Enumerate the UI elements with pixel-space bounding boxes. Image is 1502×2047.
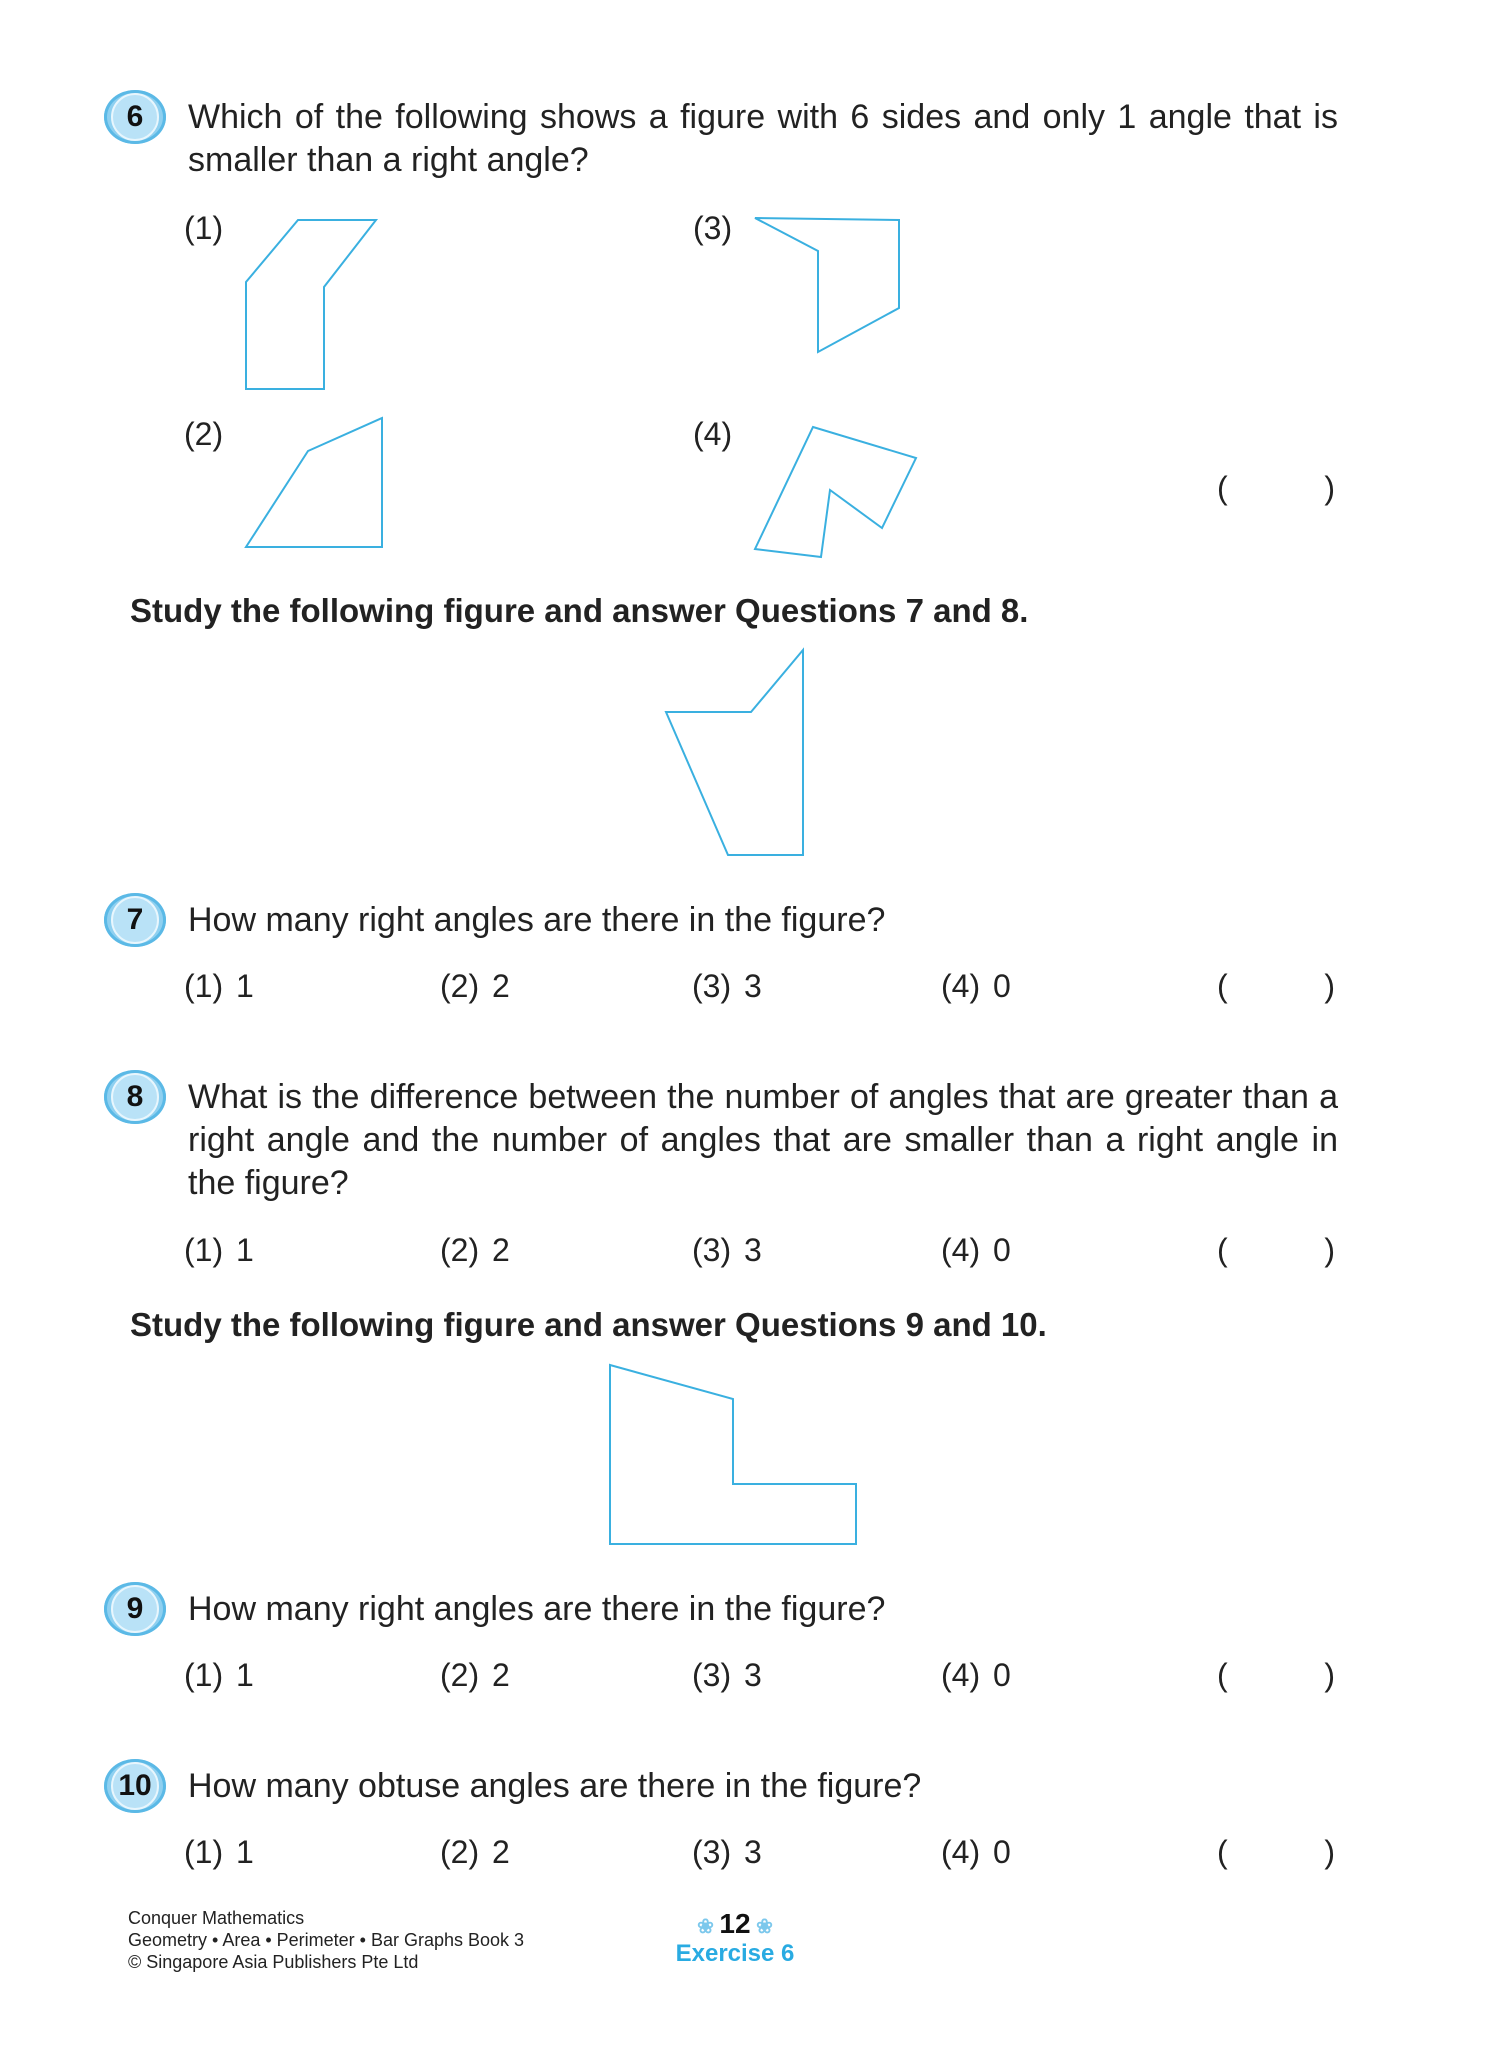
- option-value: 3: [744, 968, 762, 1004]
- question-number-badge: 7: [104, 893, 166, 947]
- option-2[interactable]: [440, 1232, 510, 1269]
- option-2[interactable]: [440, 968, 510, 1005]
- option-label: (1): [184, 1232, 224, 1268]
- option-value: 0: [993, 1232, 1011, 1268]
- option-value: 2: [492, 1834, 510, 1870]
- option-label: (2): [440, 1232, 480, 1268]
- option-2[interactable]: (2): [184, 416, 224, 452]
- figure-q9-10: [610, 1365, 856, 1544]
- option-1[interactable]: [184, 968, 254, 1005]
- option-label: (4): [941, 1834, 981, 1870]
- option-4[interactable]: [941, 1232, 1011, 1269]
- page-footer: [640, 1908, 830, 1968]
- option-value: 3: [744, 1232, 762, 1268]
- option-value: 3: [744, 1834, 762, 1870]
- option-value: 2: [492, 1232, 510, 1268]
- option-value: 0: [993, 1834, 1011, 1870]
- option-label: (2): [440, 1657, 480, 1693]
- option-label: (2): [440, 1834, 480, 1870]
- option-2[interactable]: [440, 1657, 510, 1694]
- page-number: 12: [719, 1908, 751, 1939]
- question-text: What is the difference between the number of angles that are greater than a right angle and the number of angles that are smaller than a right angle in the figure?: [188, 1078, 1338, 1202]
- exercise-label: Exercise 6: [675, 1940, 795, 1967]
- footer-credits: Conquer Mathematics Geometry • Area • Perimeter • Bar Graphs Book 3 © Singapore Asia Publishers Pte Ltd: [128, 1908, 525, 1972]
- option-3[interactable]: [692, 968, 762, 1005]
- option-4[interactable]: [941, 968, 1011, 1005]
- question-text: Which of the following shows a figure with 6 sides and only 1 angle that is smaller than a right angle?: [188, 98, 1338, 179]
- option-value: 0: [993, 968, 1011, 1004]
- section-heading: Study the following figure and answer Questions 7 and 8.: [130, 592, 1029, 629]
- answer-bracket[interactable]: ( ): [1217, 470, 1335, 506]
- option-3[interactable]: [692, 1657, 762, 1694]
- option-4-figure: [755, 427, 916, 557]
- section-heading: Study the following figure and answer Questions 9 and 10.: [130, 1306, 1047, 1343]
- option-label: (3): [692, 968, 732, 1004]
- question-text: How many right angles are there in the figure?: [188, 901, 886, 939]
- option-4[interactable]: [941, 1657, 1011, 1694]
- option-1-figure: [246, 220, 376, 389]
- question-text: How many obtuse angles are there in the figure?: [188, 1767, 922, 1805]
- option-1[interactable]: [184, 1232, 254, 1269]
- option-value: 1: [236, 1232, 254, 1268]
- ornament-icon: ❀: [697, 1916, 720, 1938]
- option-3-figure: [755, 218, 899, 352]
- answer-bracket[interactable]: ( ): [1217, 968, 1335, 1004]
- option-label: (3): [692, 1834, 732, 1870]
- question-number-badge: 10: [104, 1759, 166, 1813]
- option-value: 0: [993, 1657, 1011, 1693]
- option-label: (3): [692, 1232, 732, 1268]
- option-value: 2: [492, 1657, 510, 1693]
- question-number-badge: 9: [104, 1582, 166, 1636]
- answer-bracket[interactable]: ( ): [1217, 1657, 1335, 1693]
- option-3[interactable]: [692, 1232, 762, 1269]
- option-3[interactable]: (3): [693, 210, 733, 246]
- answer-bracket[interactable]: ( ): [1217, 1834, 1335, 1870]
- option-label: (1): [184, 1657, 224, 1693]
- question-text: How many right angles are there in the figure?: [188, 1590, 886, 1628]
- option-label: (4): [941, 1657, 981, 1693]
- question-number-badge: 8: [104, 1070, 166, 1124]
- option-value: 3: [744, 1657, 762, 1693]
- option-label: (2): [440, 968, 480, 1004]
- option-3[interactable]: [692, 1834, 762, 1871]
- option-2[interactable]: [440, 1834, 510, 1871]
- option-label: (4): [941, 968, 981, 1004]
- option-value: 1: [236, 1834, 254, 1870]
- option-1[interactable]: [184, 1657, 254, 1694]
- question-number-badge: 6: [104, 90, 166, 144]
- option-value: 2: [492, 968, 510, 1004]
- figure-q7-8: [666, 650, 803, 855]
- option-1[interactable]: (1): [184, 210, 224, 246]
- option-4[interactable]: (4): [693, 416, 733, 452]
- option-label: (1): [184, 1834, 224, 1870]
- option-2-figure: [246, 418, 382, 547]
- option-value: 1: [236, 1657, 254, 1693]
- ornament-icon: ❀: [750, 1916, 773, 1938]
- option-1[interactable]: [184, 1834, 254, 1871]
- option-4[interactable]: [941, 1834, 1011, 1871]
- option-value: 1: [236, 968, 254, 1004]
- answer-bracket[interactable]: ( ): [1217, 1232, 1335, 1268]
- option-label: (1): [184, 968, 224, 1004]
- option-label: (3): [692, 1657, 732, 1693]
- option-label: (4): [941, 1232, 981, 1268]
